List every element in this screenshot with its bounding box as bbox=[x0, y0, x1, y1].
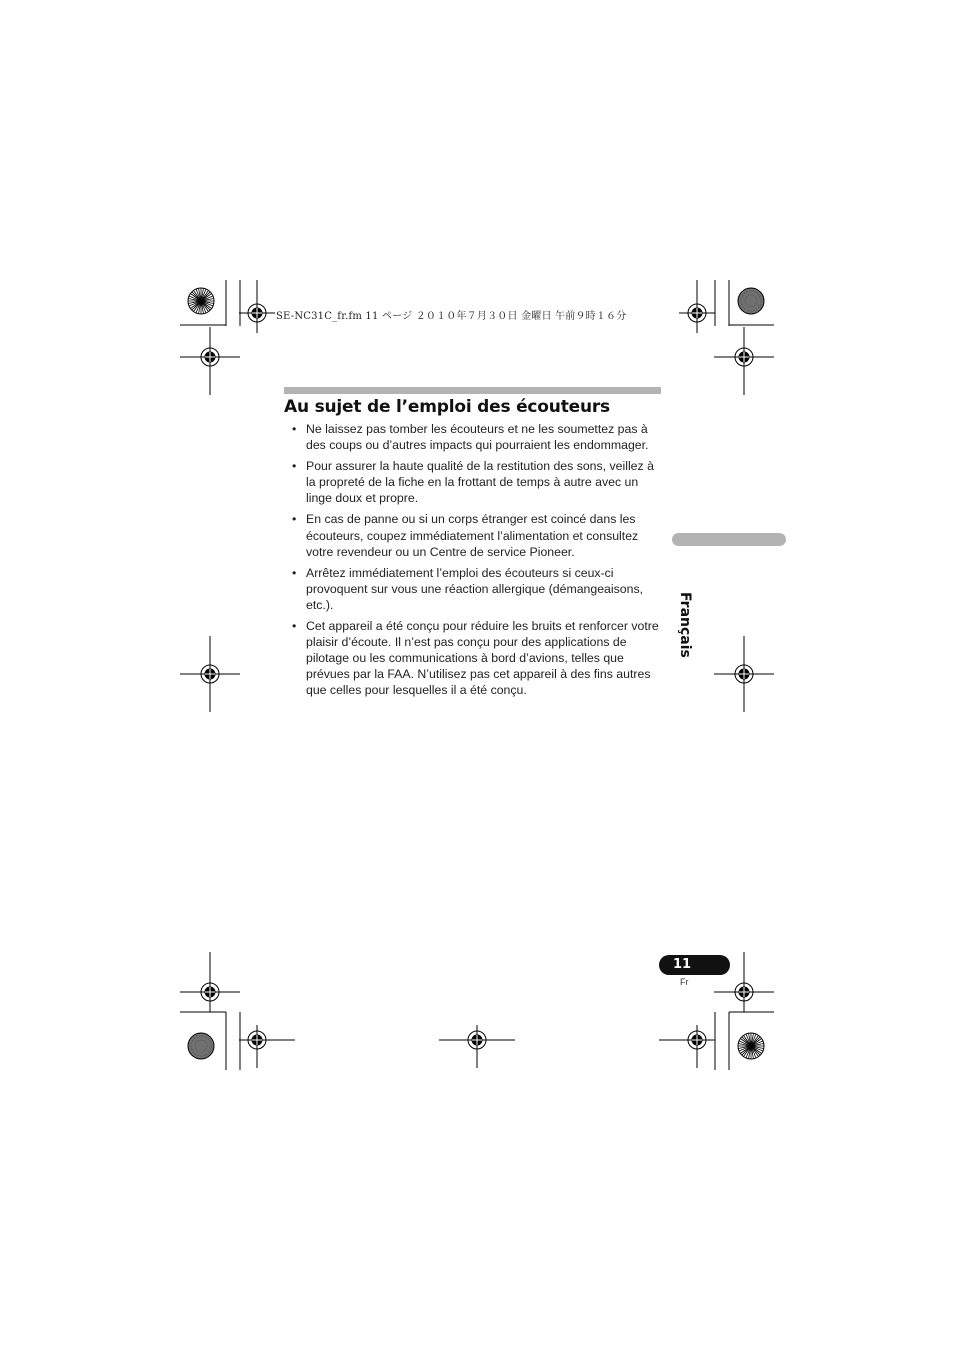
list-item bbox=[292, 511, 660, 559]
list-item bbox=[292, 618, 660, 698]
list-item bbox=[292, 458, 660, 506]
list-item-text: Ne laissez pas tomber les écouteurs et ne les soumettez pas à des coups ou d’autres impacts qui pourraient les endommager. bbox=[306, 422, 649, 453]
page-language-code: Fr bbox=[680, 977, 689, 987]
bullet-icon: • bbox=[292, 512, 297, 527]
page-number-pill bbox=[659, 955, 730, 975]
page-number: 11 bbox=[673, 957, 692, 972]
bullet-icon: • bbox=[292, 565, 297, 580]
list-item-text: Pour assurer la haute qualité de la restitution des sons, veillez à la propreté de la fiche en la frottant de temps à autre avec un linge doux et propre. bbox=[306, 459, 654, 506]
language-tab-bar bbox=[672, 533, 786, 546]
list-item-text: En cas de panne ou si un corps étranger est coincé dans les écouteurs, coupez immédiatement l’alimentation et consultez votre revendeur ou un Centre de service Pioneer. bbox=[306, 512, 639, 559]
list-item-text: Arrêtez immédiatement l’emploi des écouteurs si ceux-ci provoquent sur vous une réaction allergique (démangeaisons, etc.). bbox=[306, 565, 644, 612]
bullet-icon: • bbox=[292, 422, 297, 436]
language-tab-label: Français bbox=[677, 592, 693, 658]
list-item-text: Cet appareil a été conçu pour réduire les bruits et renforcer votre plaisir d’écoute. Il n’est pas conçu pour des applications de pilotage ou les communications à bord d’avions, telles que prévues par la FAA. N’utilisez pas cet appareil à des fins autres que celles pour lesquelles il a été conçu. bbox=[306, 619, 659, 698]
bullet-list bbox=[292, 421, 660, 704]
bullet-icon: • bbox=[292, 459, 297, 474]
print-header-info: SE-NC31C_fr.fm 11 ページ ２０１０年７月３０日 金曜日 午前９時１６分 bbox=[276, 311, 627, 322]
section-title: Au sujet de l’emploi des écouteurs bbox=[284, 397, 610, 417]
section-title-bar bbox=[284, 387, 661, 394]
bullet-icon: • bbox=[292, 619, 297, 634]
list-item bbox=[292, 421, 660, 453]
list-item bbox=[292, 565, 660, 613]
